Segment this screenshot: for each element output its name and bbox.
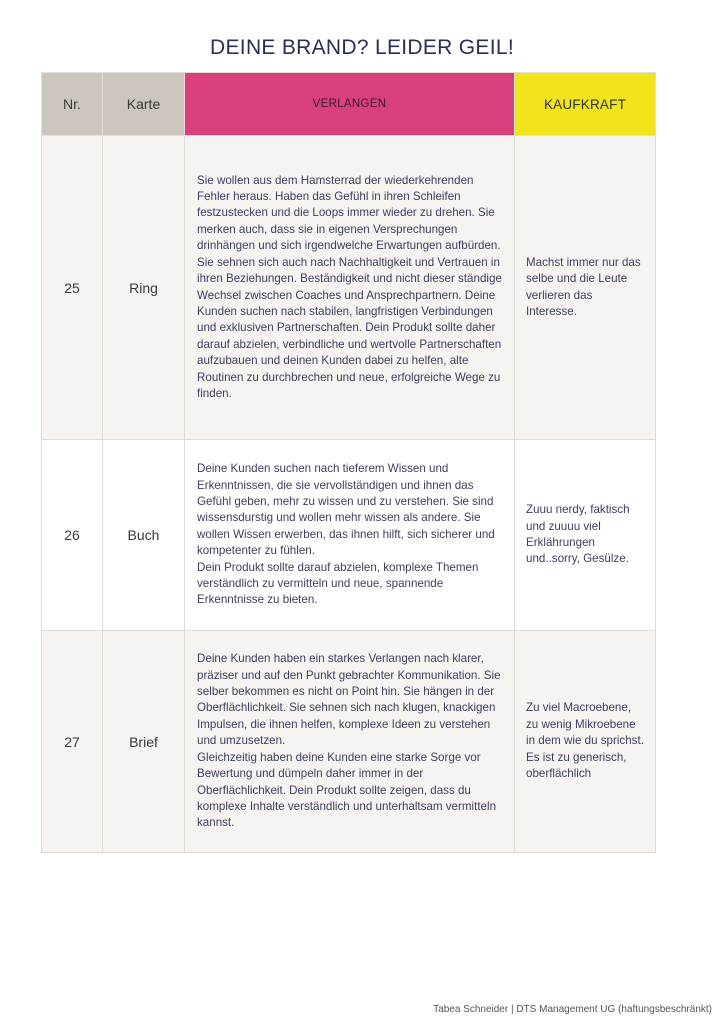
header-verlangen: VERLANGEN bbox=[185, 73, 515, 136]
cell-verlangen: Deine Kunden haben ein starkes Verlangen nach klarer, präziser und auf den Punkt gebrachter Kommunikation. Sie selber bekommen es nicht on Point hin. Sie hängen in der Oberflächlichkeit. Sie sehnen sich nach klugen, knackigen Impulsen, die ihnen helfen, komplexe Ideen zu verstehen und umzusetzen. Gleichzeitig haben deine Kunden eine starke Sorge vor Bewertung und dümpeln daher immer in der Oberflächlichkeit. Dein Produkt sollte zeigen, dass du komplexe Inhalte verständlich und unterhaltsam vermitteln kannst. bbox=[185, 631, 515, 853]
cell-nr bbox=[42, 440, 103, 631]
cell-karte bbox=[103, 440, 185, 631]
cell-kaufkraft: Machst immer nur das selbe und die Leute verlieren das Interesse. bbox=[515, 136, 656, 440]
header-karte: Karte bbox=[103, 73, 185, 136]
brand-table bbox=[41, 72, 656, 853]
cell-verlangen: Deine Kunden suchen nach tieferem Wissen und Erkenntnissen, die sie vervollständigen und ihnen das Gefühl geben, mehr zu wissen und zu verstehen. Sie sind wissensdurstig und wollen mehr wissen als andere. Sie wollen Wissen erwerben, das ihnen hilft, sich sicherer und kompetenter zu fühlen. Dein Produkt sollte darauf abzielen, komplexe Themen verständlich zu vermitteln und neue, spannende Erkenntnisse zu bieten. bbox=[185, 440, 515, 631]
cell-verlangen: Sie wollen aus dem Hamsterrad der wiederkehrenden Fehler heraus. Haben das Gefühl in ihren Schleifen festzustecken und die Loops immer wieder zu drehen. Sie merken auch, dass sie in eigenen Versprechungen drinhängen und sich irgendwelche Erwartungen aufbürden. Sie sehnen sich auch nach Nachhaltigkeit und Vertrauen in ihren Beziehungen. Beständigkeit und nicht dieser ständige Wechsel zwischen Coaches und Ansprechpartnern. Deine Kunden suchen nach stabilen, langfristigen Verbindungen und exklusiven Partnerschaften. Dein Produkt sollte daher darauf abzielen, verbindliche und wertvolle Partnerschaften aufzubauen und deinen Kunden dabei zu helfen, alte Routinen zu durchbrechen und neue, erfolgreiche Wege zu finden. bbox=[185, 136, 515, 440]
karte-value: Buch bbox=[127, 527, 160, 543]
header-nr: Nr. bbox=[42, 73, 103, 136]
table-row bbox=[42, 136, 656, 440]
nr-value: 25 bbox=[64, 279, 80, 296]
nr-value: 26 bbox=[64, 527, 80, 543]
karte-value: Brief bbox=[129, 733, 158, 750]
table-row bbox=[42, 631, 656, 853]
cell-kaufkraft: Zu viel Macroebene, zu wenig Mikroebene in dem wie du sprichst. Es ist zu generisch, oberflächlich bbox=[515, 631, 656, 853]
cell-kaufkraft: Zuuu nerdy, faktisch und zuuuu viel Erklährungen und..sorry, Gesülze. bbox=[515, 440, 656, 631]
page-title: DEINE BRAND? LEIDER GEIL! bbox=[210, 36, 514, 60]
cell-karte bbox=[103, 136, 185, 440]
nr-value: 27 bbox=[64, 733, 80, 750]
table-header-row bbox=[42, 73, 656, 136]
footer-credit: Tabea Schneider | DTS Management UG (haftungsbeschränkt) bbox=[433, 1004, 712, 1015]
karte-value: Ring bbox=[129, 279, 158, 296]
cell-karte bbox=[103, 631, 185, 853]
table-row bbox=[42, 440, 656, 631]
cell-nr bbox=[42, 631, 103, 853]
header-kaufkraft: KAUFKRAFT bbox=[515, 73, 656, 136]
cell-nr bbox=[42, 136, 103, 440]
